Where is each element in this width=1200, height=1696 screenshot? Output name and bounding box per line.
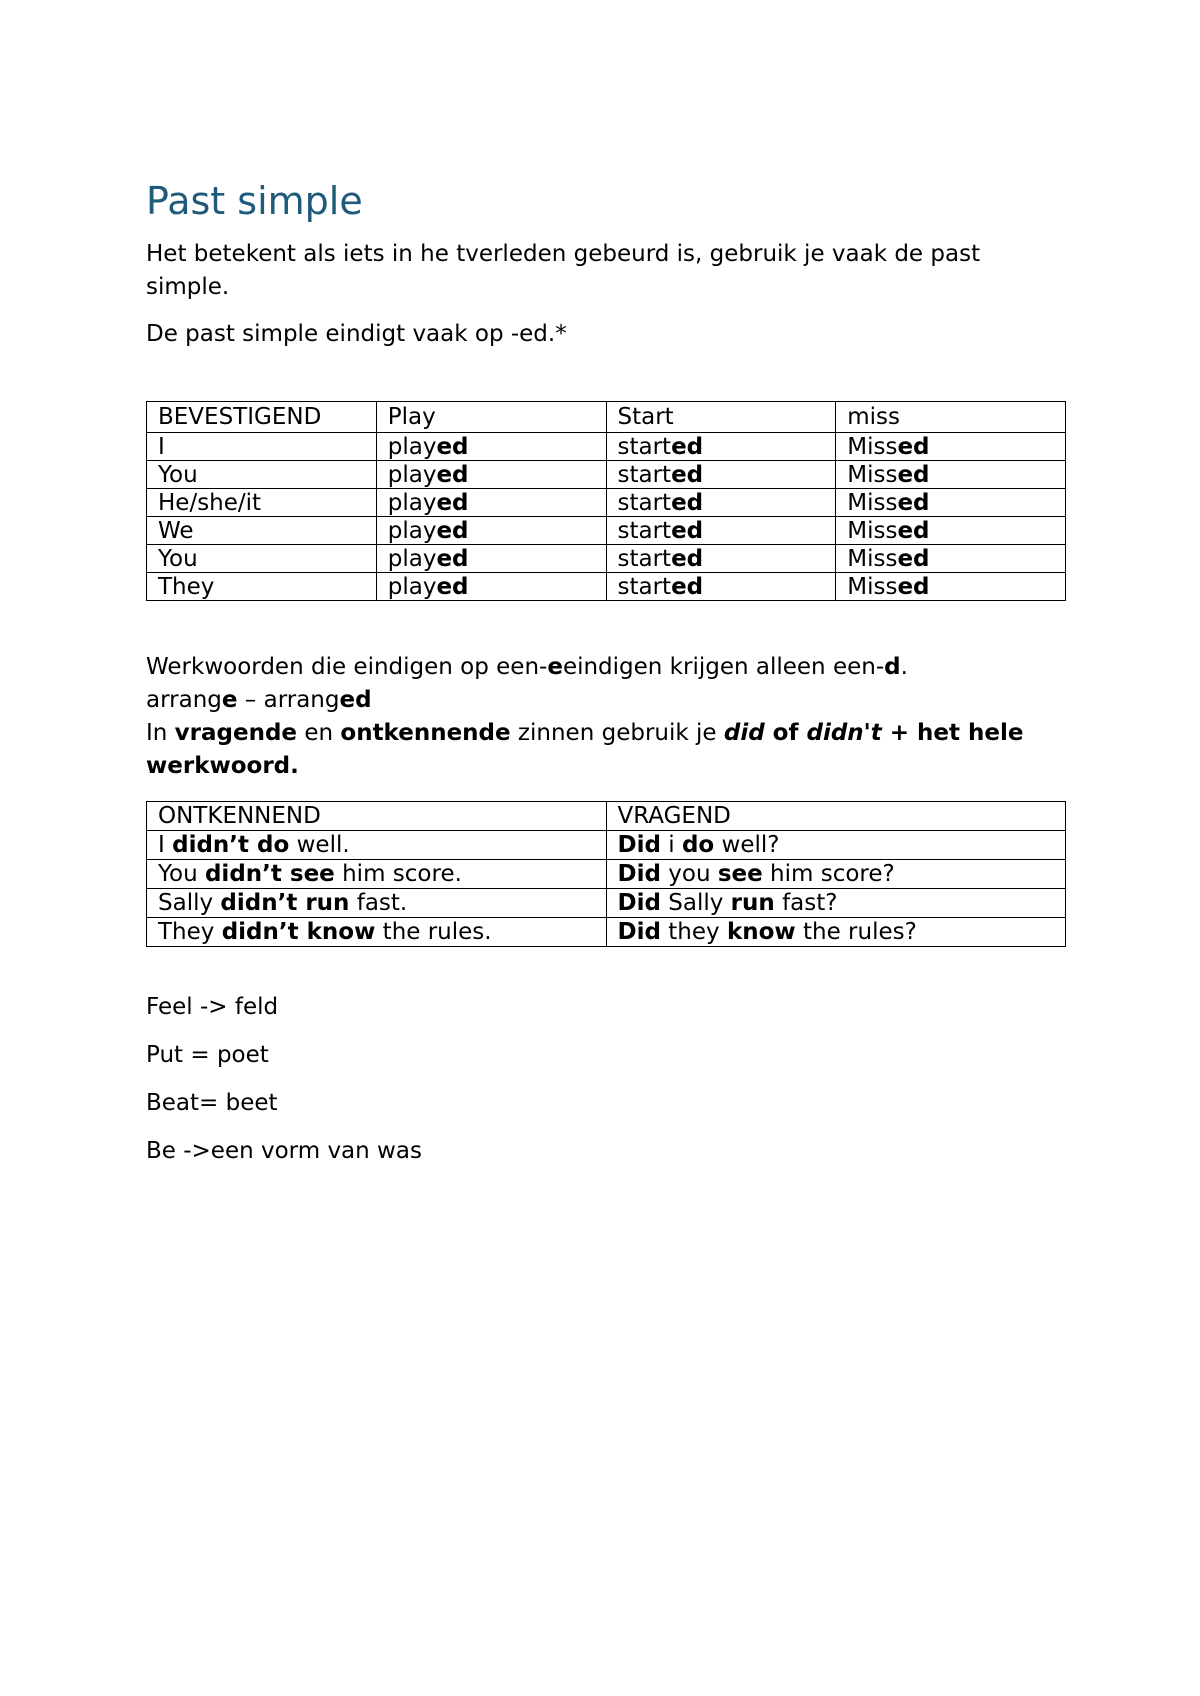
notes-list [146, 991, 1066, 1168]
question-negation-table [146, 801, 1066, 947]
sentence-bold-part: Did [617, 890, 661, 916]
verb-suffix: ed [671, 518, 704, 544]
verb-cell [376, 489, 606, 517]
table-row [147, 573, 1066, 601]
spacer [146, 601, 1066, 651]
verb-stem: play [387, 546, 437, 572]
rule-text [146, 651, 1066, 783]
verb-stem: Miss [847, 490, 898, 516]
sentence-part: I [158, 832, 173, 858]
negative-sentence-cell [147, 918, 607, 947]
spacer [146, 783, 1066, 801]
rule-text-bold: e [221, 687, 238, 713]
sentence-bold-part: know [726, 919, 796, 945]
verb-cell [606, 573, 836, 601]
rule-text-bold: of [764, 720, 807, 746]
verb-suffix: ed [671, 490, 704, 516]
table-row [147, 489, 1066, 517]
verb-suffix: ed [897, 490, 930, 516]
table-row [147, 860, 1066, 889]
rule-text-part: zinnen gebruik je [510, 720, 724, 746]
note-line: Be ->een vorm van was [146, 1138, 422, 1164]
verb-stem: play [387, 574, 437, 600]
verb-cell [376, 545, 606, 573]
table-header-row [147, 802, 1066, 831]
rule-text-bold-italic: didn't [806, 720, 882, 746]
sentence-part: They [158, 919, 222, 945]
question-sentence-cell [606, 860, 1066, 889]
verb-suffix: ed [897, 546, 930, 572]
verb-suffix: ed [436, 574, 469, 600]
verb-cell [376, 573, 606, 601]
verb-suffix: ed [897, 462, 930, 488]
sentence-bold-part: Did [617, 919, 661, 945]
verb-stem: play [387, 462, 437, 488]
table-row [147, 831, 1066, 860]
sentence-bold-part: didn’t do [172, 832, 290, 858]
subject-cell: He/she/it [147, 489, 377, 517]
table-header-cell: Start [606, 402, 836, 433]
verb-suffix: ed [671, 462, 704, 488]
verb-suffix: ed [671, 434, 704, 460]
sentence-part: the rules. [375, 919, 492, 945]
affirmative-table [146, 401, 1066, 601]
verb-stem: Miss [847, 518, 898, 544]
rule-text-bold-italic: did [723, 720, 765, 746]
verb-stem: play [387, 518, 437, 544]
verb-cell [606, 433, 836, 461]
sentence-part: well. [289, 832, 350, 858]
verb-stem: Miss [847, 546, 898, 572]
rule-text-bold: e [547, 654, 563, 680]
verb-stem: start [617, 518, 672, 544]
verb-cell [836, 489, 1066, 517]
table-header-cell: miss [836, 402, 1066, 433]
subject-cell: You [147, 545, 377, 573]
rule-text-bold: ed [339, 687, 372, 713]
rule-text-bold: d [884, 654, 901, 680]
rule-text-part: arrang [146, 687, 222, 713]
rule-text-bold: vragende [174, 720, 298, 746]
verb-cell [376, 517, 606, 545]
sentence-bold-part: Did [617, 861, 661, 887]
sentence-part: him score? [762, 861, 895, 887]
verb-suffix: ed [436, 546, 469, 572]
verb-cell [376, 461, 606, 489]
table-header-cell: Play [376, 402, 606, 433]
sentence-part: well? [714, 832, 780, 858]
rule-text-part: en [297, 720, 341, 746]
sentence-part: him score. [334, 861, 462, 887]
verb-suffix: ed [671, 546, 704, 572]
verb-stem: start [617, 434, 672, 460]
verb-stem: play [387, 434, 437, 460]
sentence-part: Sally [158, 890, 221, 916]
verb-stem: play [387, 490, 437, 516]
rule-text-bold: + het hele werkwoord. [146, 720, 1024, 779]
table-row [147, 517, 1066, 545]
sentence-bold-part: see [717, 861, 763, 887]
verb-stem: Miss [847, 434, 898, 460]
sentence-bold-part: didn’t run [220, 890, 350, 916]
table-header-cell: BEVESTIGEND [147, 402, 377, 433]
sentence-bold-part: didn’t see [204, 861, 335, 887]
verb-stem: start [617, 574, 672, 600]
verb-stem: Miss [847, 462, 898, 488]
table-row [147, 889, 1066, 918]
verb-stem: start [617, 546, 672, 572]
verb-suffix: ed [436, 434, 469, 460]
sentence-part: i [660, 832, 682, 858]
sentence-part: they [660, 919, 727, 945]
verb-cell [836, 573, 1066, 601]
rule-line-1 [146, 651, 1066, 684]
note-line: Feel -> feld [146, 994, 279, 1020]
verb-stem: Miss [847, 574, 898, 600]
verb-cell [836, 461, 1066, 489]
table-header-row [147, 402, 1066, 433]
intro-paragraph-2: De past simple eindigt vaak op -ed.* [146, 321, 567, 347]
note-line: Beat= beet [146, 1090, 278, 1116]
verb-cell [606, 489, 836, 517]
sentence-bold-part: run [730, 890, 775, 916]
subject-cell: You [147, 461, 377, 489]
rule-text-part: In [146, 720, 175, 746]
intro-paragraph-1: Het betekent als iets in he tverleden gebeurd is, gebruik je vaak de past simple. [146, 241, 981, 300]
table-row [147, 545, 1066, 573]
negative-sentence-cell [147, 831, 607, 860]
verb-cell [606, 545, 836, 573]
negative-sentence-cell [147, 889, 607, 918]
spacer [146, 351, 1066, 401]
verb-cell [606, 517, 836, 545]
rule-text-bold: ontkennende [340, 720, 511, 746]
verb-cell [606, 461, 836, 489]
subject-cell: I [147, 433, 377, 461]
sentence-part: Sally [660, 890, 731, 916]
rule-text-part: – arrang [237, 687, 340, 713]
verb-stem: start [617, 462, 672, 488]
verb-suffix: ed [436, 518, 469, 544]
verb-suffix: ed [436, 462, 469, 488]
question-sentence-cell [606, 918, 1066, 947]
sentence-part: fast. [349, 890, 408, 916]
verb-suffix: ed [671, 574, 704, 600]
sentence-part: You [158, 861, 205, 887]
sentence-part: fast? [774, 890, 838, 916]
verb-cell [376, 433, 606, 461]
rule-line-3 [146, 717, 1066, 783]
rule-text-part: . [900, 654, 908, 680]
subject-cell: They [147, 573, 377, 601]
verb-cell [836, 545, 1066, 573]
table-header-cell: VRAGEND [606, 802, 1066, 831]
page-title: Past simple [146, 179, 363, 223]
rule-line-2 [146, 684, 1066, 717]
verb-suffix: ed [436, 490, 469, 516]
question-sentence-cell [606, 831, 1066, 860]
sentence-bold-part: didn’t know [221, 919, 376, 945]
document-page [146, 178, 1066, 1183]
table-row [147, 918, 1066, 947]
sentence-part: you [660, 861, 718, 887]
verb-suffix: ed [897, 434, 930, 460]
spacer [146, 947, 1066, 991]
rule-text-part: Werkwoorden die eindigen op een- [146, 654, 548, 680]
verb-suffix: ed [897, 574, 930, 600]
table-header-cell: ONTKENNEND [147, 802, 607, 831]
subject-cell: We [147, 517, 377, 545]
sentence-part: the rules? [795, 919, 917, 945]
sentence-bold-part: do [681, 832, 715, 858]
verb-suffix: ed [897, 518, 930, 544]
table-row [147, 461, 1066, 489]
note-line: Put = poet [146, 1042, 269, 1068]
negative-sentence-cell [147, 860, 607, 889]
sentence-bold-part: Did [617, 832, 661, 858]
question-sentence-cell [606, 889, 1066, 918]
verb-stem: start [617, 490, 672, 516]
verb-cell [836, 517, 1066, 545]
table-row [147, 433, 1066, 461]
verb-cell [836, 433, 1066, 461]
rule-text-part: eindigen krijgen alleen een- [562, 654, 885, 680]
